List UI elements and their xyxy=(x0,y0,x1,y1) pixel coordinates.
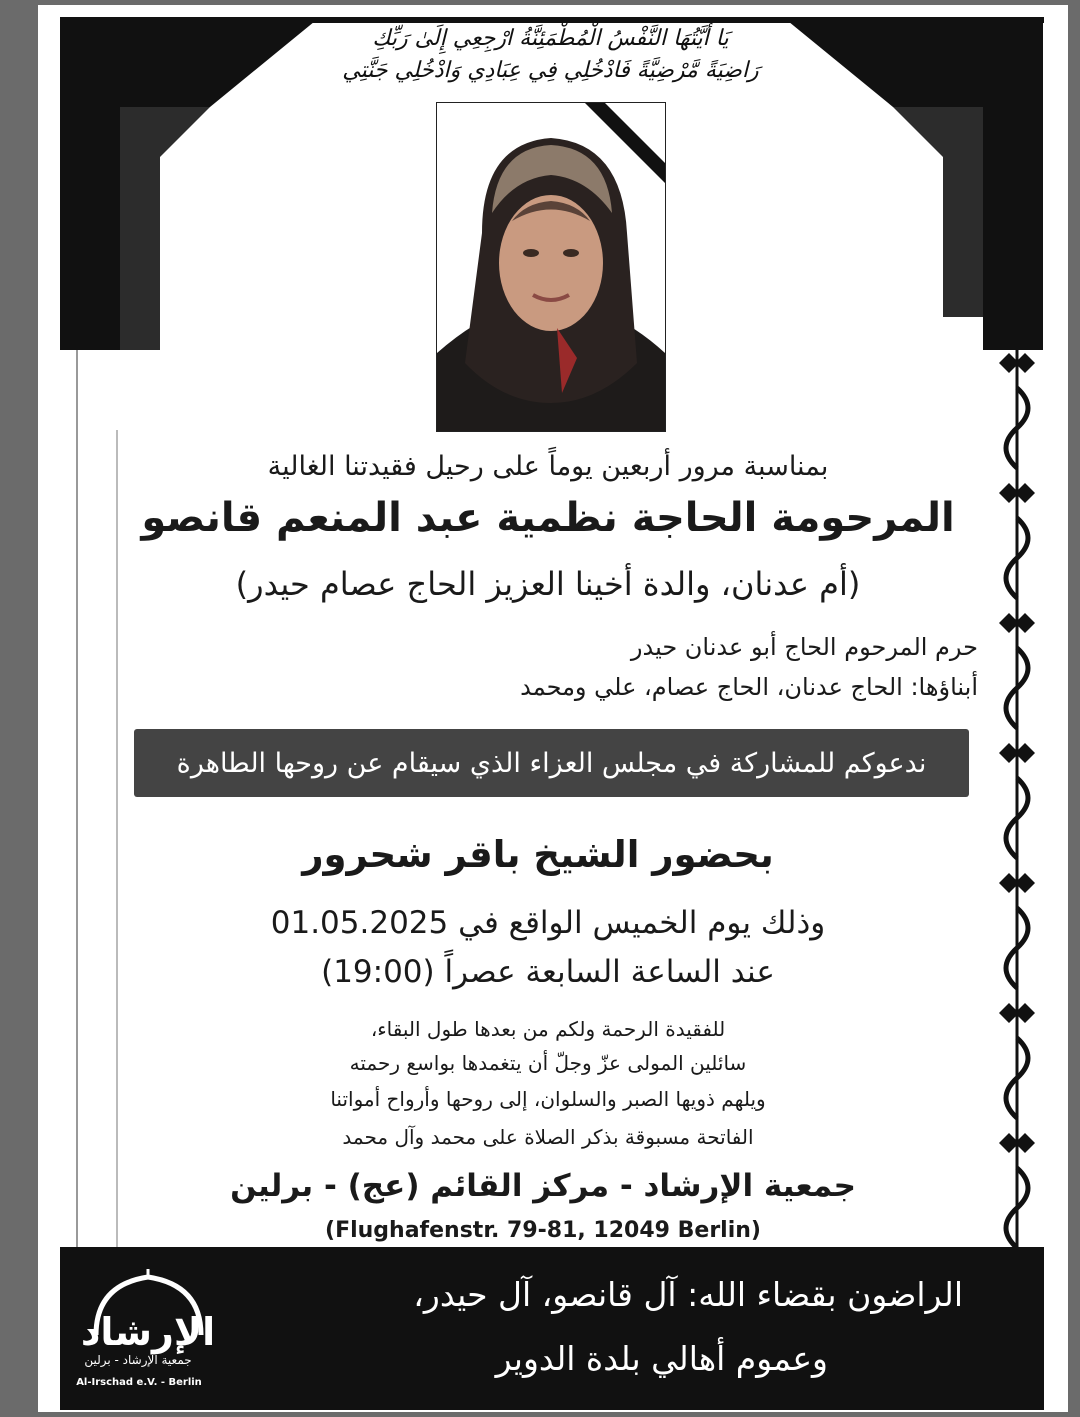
occasion-line: بمناسبة مرور أربعين يوماً على رحيل فقيدتنا الغالية xyxy=(267,451,829,482)
logo-wordmark: الإرشاد xyxy=(80,1310,216,1354)
top-right-mourning-band xyxy=(783,17,1043,362)
invitation-banner xyxy=(134,729,969,797)
children-line: أبناؤها: الحاج عدنان، الحاج عصام، علي ومحمد xyxy=(520,673,978,701)
prayer-line-4: الفاتحة مسبوقة بذكر الصلاة على محمد وآل محمد xyxy=(342,1125,754,1149)
date-line: وذلك يوم الخميس الواقع في 01.05.2025 xyxy=(270,905,826,941)
presence-line: بحضور الشيخ باقر شحرور xyxy=(302,833,774,876)
logo-subtitle-arabic: جمعية الإرشاد - برلين xyxy=(84,1353,192,1367)
footer-village-line: وعموم أهالي بلدة الدوير xyxy=(495,1339,828,1378)
al-irschad-logo xyxy=(66,1265,231,1395)
deceased-name: المرحومة الحاجة نظمية عبد المنعم قانصو xyxy=(141,495,955,541)
prayer-line-2: سائلين المولى عزّ وجلّ أن يتغمدها بواسع رحمته xyxy=(349,1051,747,1075)
time-line: عند الساعة السابعة عصراً (19:00) xyxy=(321,954,775,990)
mourning-ribbon xyxy=(585,103,665,183)
prayer-line-1: للفقيدة الرحمة ولكم من بعدها طول البقاء، xyxy=(370,1017,726,1041)
decorative-border-pattern xyxy=(993,343,1041,1248)
venue-name: جمعية الإرشاد - مركز القائم (عج) - برلين xyxy=(230,1168,856,1204)
top-left-mourning-band xyxy=(60,17,320,362)
invitation-text: ندعوكم للمشاركة في مجلس العزاء الذي سيقام عن روحها الطاهرة xyxy=(176,747,927,779)
quran-calligraphy: يَا أَيَّتُهَا النَّفْسُ الْمُطْمَئِنَّةُ ارْجِعِي إِلَىٰ رَبِّكِ رَاضِيَةً مَّرْضِيَّةً فَادْخُلِي فِي عِبَادِي وَادْخُلِي جَنَّتِي xyxy=(342,26,759,83)
portrait-photo xyxy=(436,102,666,432)
prayer-line-3: ويلهم ذويها الصبر والسلوان، إلى روحها وأرواح أمواتنا xyxy=(330,1087,766,1111)
left-thin-rule xyxy=(76,350,78,1250)
obituary-sheet xyxy=(38,5,1068,1412)
relation-line: (أم عدنان، والدة أخينا العزيز الحاج عصام حيدر) xyxy=(235,565,861,603)
footer-families-line: الراضون بقضاء الله: آل قانصو، آل حيدر، xyxy=(413,1275,963,1314)
left-thin-rule-inner xyxy=(116,430,118,1250)
logo-subtitle-english: Al-Irschad e.V. - Berlin xyxy=(76,1377,202,1388)
spouse-line: حرم المرحوم الحاج أبو عدنان حيدر xyxy=(630,633,978,661)
venue-address: (Flughafenstr. 79-81, 12049 Berlin) xyxy=(325,1218,761,1243)
